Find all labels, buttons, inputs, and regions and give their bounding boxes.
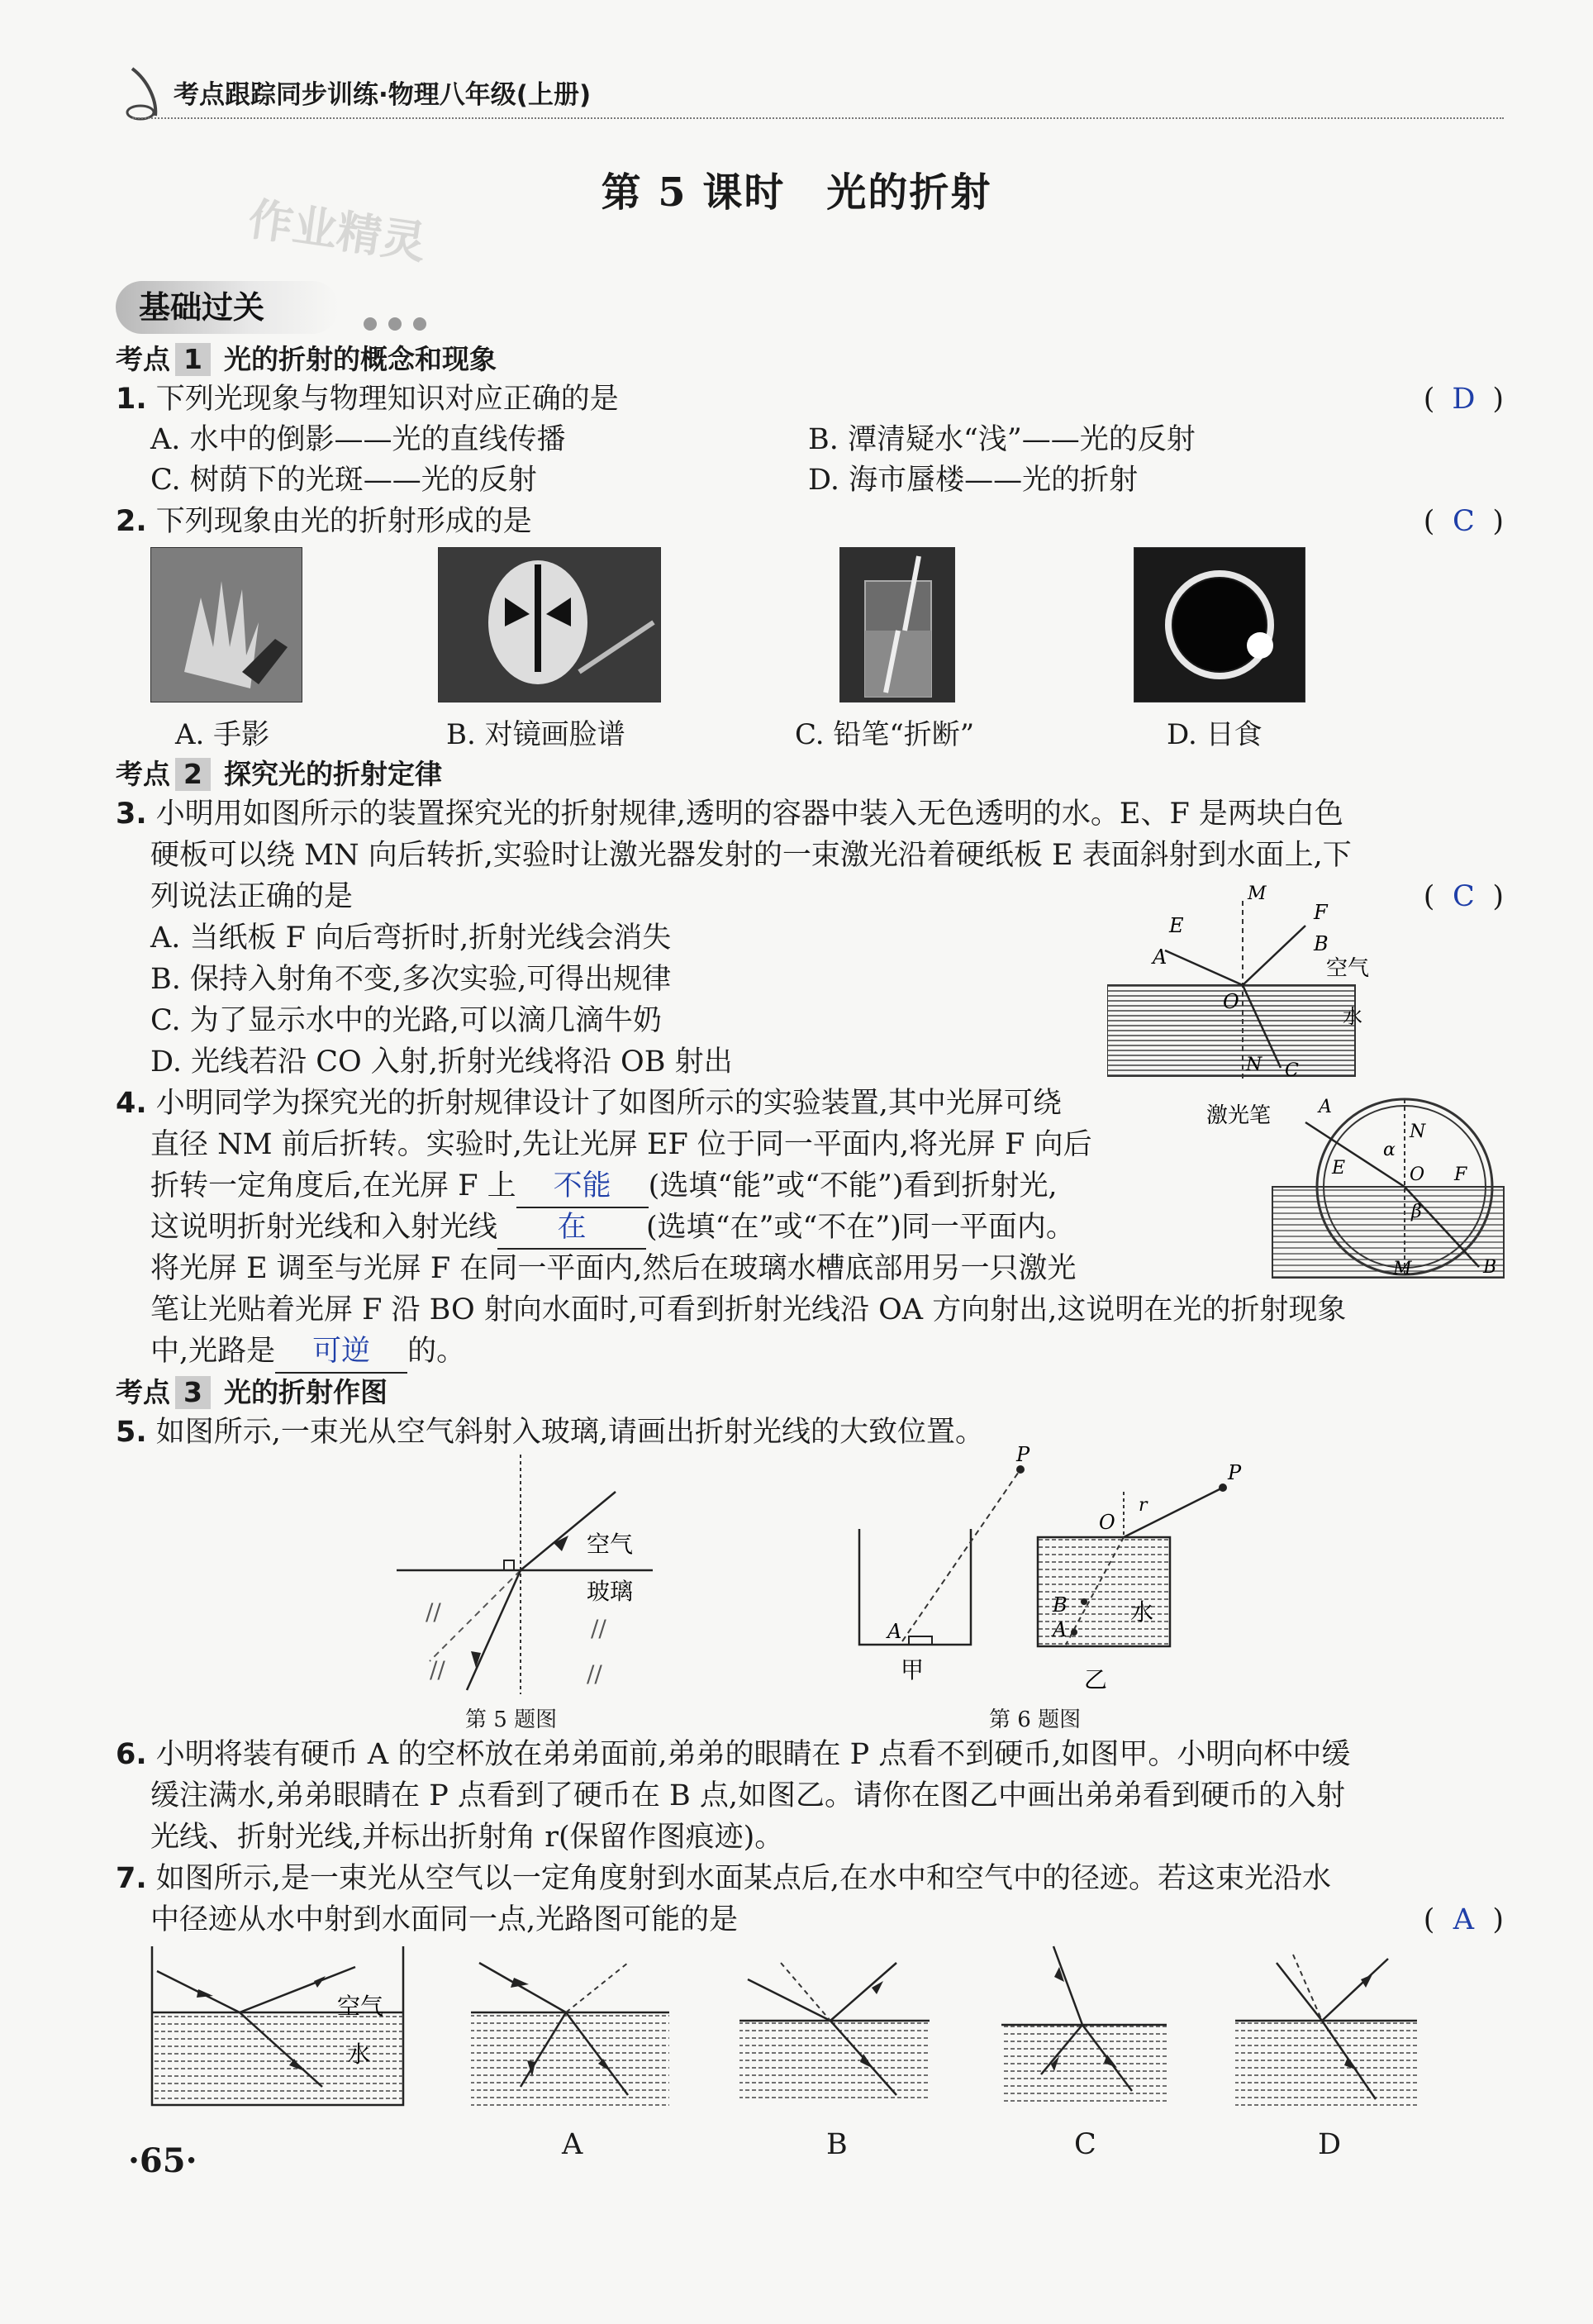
q7-line1: 7. 如图所示,是一束光从空气以一定角度射到水面某点后,在水中和空气中的径迹。若这束光沿水 <box>116 1862 1332 1895</box>
svg-text://: // <box>591 1615 606 1642</box>
lesson-title: 第 5 课时 光的折射 <box>601 169 992 216</box>
badge-dots <box>364 301 438 342</box>
q7-option-a-diagram <box>471 1938 686 2112</box>
svg-text:O: O <box>1410 1164 1425 1185</box>
svg-text:A: A <box>1153 945 1167 969</box>
q7-label-c: C <box>1074 2128 1096 2161</box>
svg-text:玻璃: 玻璃 <box>587 1578 634 1605</box>
svg-text:α: α <box>1383 1140 1396 1160</box>
svg-text:P: P <box>1228 1461 1242 1484</box>
svg-text:O: O <box>1223 990 1239 1013</box>
q4-line7: 中,光路是 可逆 的。 <box>150 1331 465 1374</box>
kaodian-1-heading: 考点 1 光的折射的概念和现象 <box>116 343 497 375</box>
q4-line1: 4. 小明同学为探究光的折射规律设计了如图所示的实验装置,其中光屏可绕 <box>116 1087 1062 1120</box>
q6-caption: 第 6 题图 <box>989 1707 1082 1732</box>
q4-blank-2[interactable]: 在 <box>497 1207 646 1250</box>
q2-caption-d: D. 日食 <box>1167 718 1263 751</box>
q2-answer: ( C ) <box>1423 505 1504 538</box>
q4-blank-3[interactable]: 可逆 <box>275 1331 407 1374</box>
pen-logo-icon <box>124 64 174 122</box>
q6-line2: 缓注满水,弟弟眼睛在 P 点看到了硬币在 B 点,如图乙。请你在图乙中画出弟弟看到硬币的入射 <box>150 1779 1346 1812</box>
photo-hand-shadow <box>150 547 302 702</box>
q6-line1: 6. 小明将装有硬币 A 的空杯放在弟弟面前,弟弟的眼睛在 P 点看不到硬币,如图甲。小明向杯中缓 <box>116 1738 1351 1771</box>
q1-option-a: A. 水中的倒影——光的直线传播 <box>150 423 566 456</box>
q1-option-b: B. 潭清疑水“浅”——光的反射 <box>808 423 1196 456</box>
q3-answer: ( C ) <box>1423 880 1504 913</box>
svg-text:F: F <box>1454 1164 1467 1185</box>
q4-line6: 笔让光贴着光屏 F 沿 BO 射向水面时,可看到折射光线沿 OA 方向射出,这说明在光的折射现象 <box>150 1293 1347 1326</box>
q7-label-d: D <box>1318 2128 1342 2161</box>
svg-text://: // <box>430 1656 445 1683</box>
page-number: ·65· <box>128 2141 197 2180</box>
svg-text://: // <box>426 1598 441 1626</box>
svg-text:水: 水 <box>1343 1005 1362 1028</box>
svg-text:水: 水 <box>347 2041 371 2068</box>
q7-option-c-diagram <box>991 1934 1206 2112</box>
q3-figure <box>1107 884 1388 1083</box>
svg-text:E: E <box>1169 914 1184 937</box>
q3-option-b: B. 保持入射角不变,多次实验,可得出规律 <box>150 963 672 996</box>
svg-text:甲: 甲 <box>901 1656 925 1683</box>
svg-text:N: N <box>1246 1055 1263 1075</box>
q1-option-d: D. 海市蜃楼——光的折射 <box>808 464 1139 497</box>
q2-stem: 2. 下列现象由光的折射形成的是 <box>116 505 532 538</box>
svg-text:C: C <box>1285 1060 1299 1081</box>
q5-figure <box>388 1455 661 1694</box>
svg-text:A: A <box>1319 1097 1332 1117</box>
q4-blank-1[interactable]: 不能 <box>516 1165 649 1208</box>
svg-text:β: β <box>1411 1202 1422 1222</box>
q3-option-d: D. 光线若沿 CO 入射,折射光线将沿 OB 射出 <box>150 1045 733 1079</box>
q2-caption-a: A. 手影 <box>175 718 270 751</box>
q7-label-a: A <box>562 2128 583 2161</box>
svg-text:M: M <box>1248 884 1267 904</box>
q1-option-c: C. 树荫下的光斑——光的反射 <box>150 464 537 497</box>
section-badge: 基础过关 <box>116 281 339 334</box>
q3-option-a: A. 当纸板 F 向后弯折时,折射光线会消失 <box>150 922 672 955</box>
kaodian-2-heading: 考点 2 探究光的折射定律 <box>116 758 442 790</box>
svg-text:激光笔: 激光笔 <box>1206 1103 1272 1128</box>
q4-line3: 折转一定角度后,在光屏 F 上 不能 (选填“能”或“不能”)看到折射光, <box>150 1165 1058 1208</box>
q4-line5: 将光屏 E 调至与光屏 F 在同一平面内,然后在玻璃水槽底部用另一只激光 <box>150 1252 1077 1285</box>
q4-figure <box>1206 1089 1520 1279</box>
q4-line2: 直径 NM 前后折转。实验时,先让光屏 EF 位于同一平面内,将光屏 F 向后 <box>150 1128 1092 1161</box>
q3-stem-line1: 3. 小明用如图所示的装置探究光的折射规律,透明的容器中装入无色透明的水。E、F 是两块白色 <box>116 798 1343 831</box>
svg-text:r: r <box>1139 1495 1148 1516</box>
svg-text:M: M <box>1393 1259 1412 1279</box>
q5-stem: 5. 如图所示,一束光从空气斜射入玻璃,请画出折射光线的大致位置。 <box>116 1416 985 1449</box>
running-header: 考点跟踪同步训练·物理八年级(上册) <box>174 80 592 110</box>
q3-stem-line3: 列说法正确的是 <box>150 880 354 913</box>
header-rule <box>132 117 1504 119</box>
q5-caption: 第 5 题图 <box>465 1707 558 1732</box>
q7-option-d-diagram <box>1235 1938 1450 2112</box>
svg-text:F: F <box>1314 901 1328 924</box>
q7-figure-stem <box>149 1946 413 2112</box>
q4-line4: 这说明折射光线和入射光线 在 (选填“在”或“不在”)同一平面内。 <box>150 1207 1075 1250</box>
svg-text:A: A <box>887 1620 902 1643</box>
photo-solar-eclipse <box>1134 547 1305 702</box>
q1-answer: ( D ) <box>1423 383 1504 416</box>
svg-text://: // <box>587 1660 602 1688</box>
watermark: 作业精灵 <box>245 193 430 269</box>
photo-pencil-broken <box>839 547 955 702</box>
svg-text:水: 水 <box>1130 1598 1154 1626</box>
q6-figure-yi <box>1033 1455 1281 1703</box>
q7-option-b-diagram <box>739 1938 954 2112</box>
q7-answer: ( A ) <box>1423 1903 1504 1936</box>
photo-face-mirror <box>438 547 661 702</box>
svg-text:乙: 乙 <box>1084 1666 1108 1693</box>
q2-caption-c: C. 铅笔“折断” <box>795 718 975 751</box>
svg-text:B: B <box>1314 932 1329 955</box>
svg-text:E: E <box>1332 1158 1346 1179</box>
q7-line2: 中径迹从水中射到水面同一点,光路图可能的是 <box>150 1903 739 1936</box>
q7-label-b: B <box>826 2128 848 2161</box>
kaodian-3-heading: 考点 3 光的折射作图 <box>116 1376 388 1408</box>
q2-caption-b: B. 对镜画脸谱 <box>446 718 625 751</box>
svg-text:N: N <box>1410 1122 1426 1142</box>
svg-text:B: B <box>1483 1257 1497 1278</box>
q6-line3: 光线、折射光线,并标出折射角 r(保留作图痕迹)。 <box>150 1821 784 1854</box>
svg-text:P: P <box>1016 1446 1030 1466</box>
svg-text:空气: 空气 <box>337 1993 384 2020</box>
q3-option-c: C. 为了显示水中的光路,可以滴几滴牛奶 <box>150 1004 662 1037</box>
svg-text:空气: 空气 <box>587 1531 634 1558</box>
svg-text:B: B <box>1053 1593 1068 1617</box>
q1-stem: 1. 下列光现象与物理知识对应正确的是 <box>116 383 619 416</box>
svg-text:O: O <box>1099 1511 1115 1534</box>
svg-text:A: A <box>1053 1618 1068 1641</box>
q3-stem-line2: 硬板可以绕 MN 向后转折,实验时让激光器发射的一束激光沿着硬纸板 E 表面斜射到水面上,下 <box>150 839 1352 872</box>
svg-text:空气: 空气 <box>1326 956 1370 981</box>
